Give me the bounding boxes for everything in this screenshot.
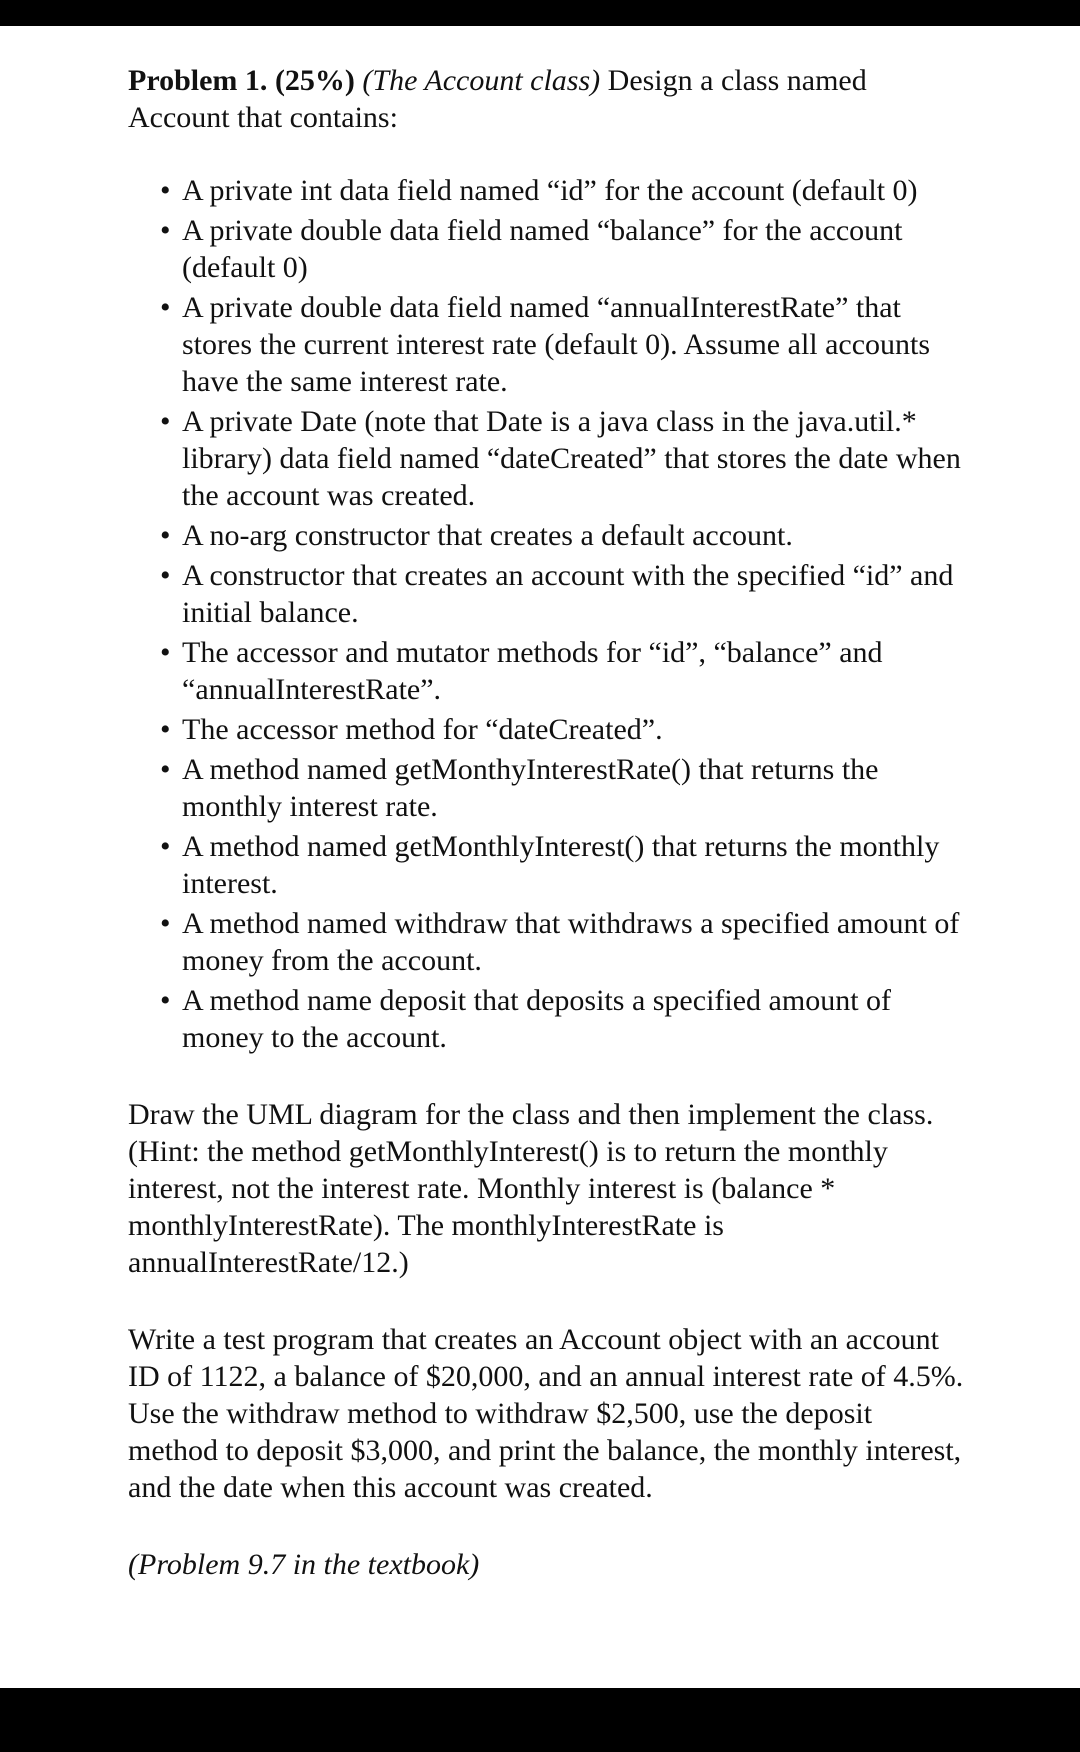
bullet-icon: • (160, 214, 171, 247)
bullet-icon: • (160, 830, 171, 863)
list-item (160, 634, 968, 708)
requirement-text: The accessor and mutator methods for “id”, “balance” and “annualInterestRate”. (182, 636, 883, 706)
bullet-icon: • (160, 713, 171, 746)
list-item (160, 711, 968, 748)
top-black-bar (0, 0, 1080, 26)
problem-topic: (The Account class) (362, 64, 601, 97)
list-item (160, 212, 968, 286)
list-item (160, 905, 968, 979)
document-page (0, 26, 1080, 1688)
uml-paragraph: Draw the UML diagram for the class and then implement the class. (Hint: the method getMonthlyInterest() is to return the monthly interest, not the interest rate. Monthly interest is (balance * monthlyInterestRate). The monthlyInterestRate is annualInterestRate/12.) (128, 1098, 934, 1279)
list-item (160, 751, 968, 825)
requirement-text: A no-arg constructor that creates a default account. (182, 519, 793, 552)
requirement-text: A constructor that creates an account with the specified “id” and initial balance. (182, 559, 954, 629)
bullet-icon: • (160, 907, 171, 940)
problem-label: Problem 1. (128, 64, 268, 97)
requirement-text: A method named getMonthlyInterest() that returns the monthly interest. (182, 830, 940, 900)
bullet-icon: • (160, 291, 171, 324)
bullet-icon: • (160, 519, 171, 552)
requirements-list (128, 172, 968, 1056)
problem-heading (128, 62, 968, 136)
list-item (160, 982, 968, 1056)
problem-content (128, 62, 968, 1583)
bullet-icon: • (160, 636, 171, 669)
requirement-text: A private Date (note that Date is a java class in the java.util.* library) data field named “dateCreated” that stores the date when the account was created. (182, 405, 961, 512)
bullet-icon: • (160, 174, 171, 207)
bullet-icon: • (160, 753, 171, 786)
requirement-text: A method named withdraw that withdraws a specified amount of money from the account. (182, 907, 960, 977)
list-item (160, 172, 968, 209)
bullet-icon: • (160, 559, 171, 592)
requirement-text: The accessor method for “dateCreated”. (182, 713, 663, 746)
list-item (160, 517, 968, 554)
list-item (160, 403, 968, 514)
bullet-icon: • (160, 405, 171, 438)
list-item (160, 828, 968, 902)
bottom-black-bar (0, 1688, 1080, 1752)
test-program-paragraph: Write a test program that creates an Account object with an account ID of 1122, a balance of $20,000, and an annual interest rate of 4.5%. Use the withdraw method to withdraw $2,500, use the deposit method to deposit $3,000, and print the balance, the monthly interest, and the date when this account was created. (128, 1323, 964, 1504)
requirement-text: A private double data field named “balance” for the account (default 0) (182, 214, 903, 284)
list-item (160, 289, 968, 400)
requirement-text: A private double data field named “annualInterestRate” that stores the current interest rate (default 0). Assume all accounts have the same interest rate. (182, 291, 931, 398)
bullet-icon: • (160, 984, 171, 1017)
requirement-text: A method named getMonthyInterestRate() that returns the monthly interest rate. (182, 753, 879, 823)
list-item (160, 557, 968, 631)
requirement-text: A method name deposit that deposits a specified amount of money to the account. (182, 984, 892, 1054)
textbook-reference: (Problem 9.7 in the textbook) (128, 1548, 480, 1581)
requirement-text: A private int data field named “id” for the account (default 0) (182, 174, 918, 207)
problem-intro: Design a class named Account that contains: (128, 64, 867, 134)
problem-weight: (25%) (274, 64, 355, 97)
